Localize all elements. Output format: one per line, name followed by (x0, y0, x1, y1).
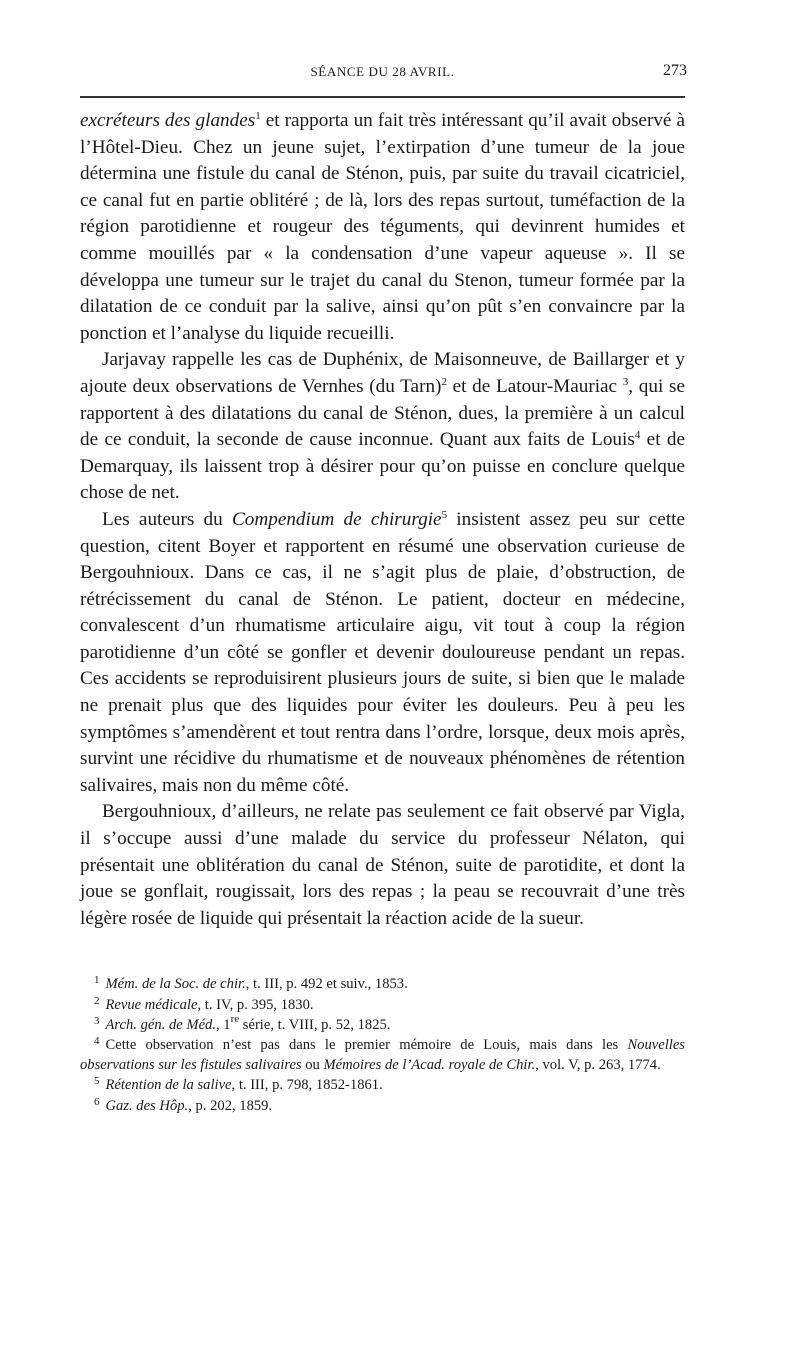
text-span: , t. IV, p. 395, 1830. (197, 996, 314, 1013)
italic-span: Gaz. des Hôp. (105, 1097, 189, 1114)
italic-span: Revue médicale (105, 996, 198, 1013)
italic-span: Mémoires de l’Acad. royale de Chir. (323, 1057, 536, 1074)
italic-span: Arch. gén. de Méd. (105, 1016, 216, 1033)
text-span: Jarjavay rappelle les cas de Duphénix, de Maisonneuve, de Baillarger et y ajoute deux observations de Vernhes (du Tarn) (80, 349, 685, 397)
text-span: , t. III, p. 492 et suiv., 1853. (245, 976, 408, 993)
footnote-ref: 1 (255, 110, 261, 122)
footnote-marker: 5 (94, 1075, 100, 1088)
footnote-5 (80, 1075, 685, 1095)
body-text (80, 108, 685, 932)
text-span: , vol. V, p. 263, 1774. (535, 1057, 661, 1074)
footnote-2 (80, 995, 685, 1015)
footnote-ref: 2 (441, 375, 447, 388)
footnote-ref: re (230, 1012, 240, 1025)
footnote-3 (80, 1012, 685, 1035)
running-title: SÉANCE DU 28 AVRIL. (310, 64, 455, 79)
text-span: , 1 (216, 1016, 231, 1033)
text-span: et de Latour-Mauriac (446, 375, 623, 397)
footnote-1 (80, 974, 685, 994)
footnote-6 (80, 1096, 685, 1116)
italic-span: Compendium de chirurgie (231, 508, 442, 530)
footnote-marker: 1 (94, 974, 100, 987)
text-span: insistent assez peu sur cette question, citent Boyer et rapportent en résumé une observation curieuse de Bergouhnioux. Dans ce cas, il ne s’agit plus de plaie, d’obstruction, de rétrécissement du canal de Sténon. Le patient, docteur en médecine, convalescent d’un rhumatisme articulaire aigu, vit tout à coup la région parotidienne d’un côté se gonfler et devenir douloureuse pendant un repas. Ces accidents se reproduisirent plusieurs jours de suite, si bien que le malade ne prenait plus que des liquides pour éviter les douleurs. Peu à peu les symptômes s’amendèrent et tout rentra dans l’ordre, lorsque, deux mois après, survint une récidive du rhumatisme et de nouveaux phénomènes de rétention salivaires, mais non du même côté. (80, 508, 686, 796)
text-span: , p. 202, 1859. (188, 1097, 273, 1114)
page-header (80, 60, 685, 86)
text-span: , t. III, p. 798, 1852-1861. (231, 1077, 383, 1094)
text-span: série, t. VIII, p. 52, 1825. (239, 1016, 391, 1033)
page-number: 273 (663, 62, 687, 79)
text-span: et rapporta un fait très intéressant qu’il avait observé à l’Hôtel-Dieu. Chez un jeune sujet, l’extirpation d’une tumeur de la joue détermina une fistule du canal de Sténon, puis, par suite du travail cicatriciel, ce canal fut en partie oblitéré ; de là, lors des repas surtout, tuméfaction de la région parotidienne et rougeur des téguments, qui devinrent humides et comme mouillés par « la condensation d’une vapeur aqueuse ». Il se développa une tumeur sur le trajet du canal du Stenon, tumeur formée par la dilatation de ce conduit par la salive, ainsi qu’on pût s’en convaincre par la ponction et l’analyse du liquide recueilli. (80, 110, 685, 344)
footnote-ref: 5 (441, 508, 448, 521)
text-span: , qui se rapportent à des dilatations du canal de Sténon, dues, la première à un calcul de ce conduit, la seconde de cause inconnue. Quant aux faits de Louis (80, 375, 685, 451)
paragraph-3 (80, 507, 685, 800)
text-span: ou (301, 1057, 324, 1074)
footnotes (80, 974, 685, 1115)
page (80, 60, 685, 1116)
footnote-4 (80, 1035, 685, 1075)
paragraph-2 (80, 347, 685, 507)
footnote-ref: 3 (622, 375, 629, 388)
text-span: et de Demarquay, ils laissent trop à désirer pour qu’on puisse en conclure quelque chose de net. (80, 429, 685, 504)
footnote-marker: 3 (94, 1014, 100, 1027)
footnote-marker: 4 (94, 1035, 100, 1048)
paragraph-1 (80, 108, 685, 347)
header-rule (80, 96, 685, 98)
footnote-marker: 6 (94, 1095, 100, 1108)
footnote-ref: 4 (634, 429, 641, 442)
paragraph-4 (80, 799, 685, 932)
text-span: Cette observation n’est pas dans le premier mémoire de Louis, mais dans les (105, 1037, 628, 1054)
text-span: Les auteurs du (102, 508, 232, 530)
italic-span: Mém. de la Soc. de chir. (105, 976, 246, 993)
italic-span: Rétention de la salive (105, 1077, 232, 1094)
italic-span: Nouvelles observations sur les fistules salivaires (80, 1037, 685, 1074)
footnote-marker: 2 (94, 994, 100, 1007)
text-span: Bergouhnioux, d’ailleurs, ne relate pas seulement ce fait observé par Vigla, il s’occupe aussi d’une malade du service du professeur Nélaton, qui présentait une oblitération du canal de Sténon, suite de parotidite, et dont la joue se gonflait, rougissait, lors des repas ; la peau se recouvrait d’une très légère rosée de liquide qui présentait la réaction acide de la sueur. (80, 801, 685, 929)
italic-span: excréteurs des glandes (80, 110, 256, 131)
